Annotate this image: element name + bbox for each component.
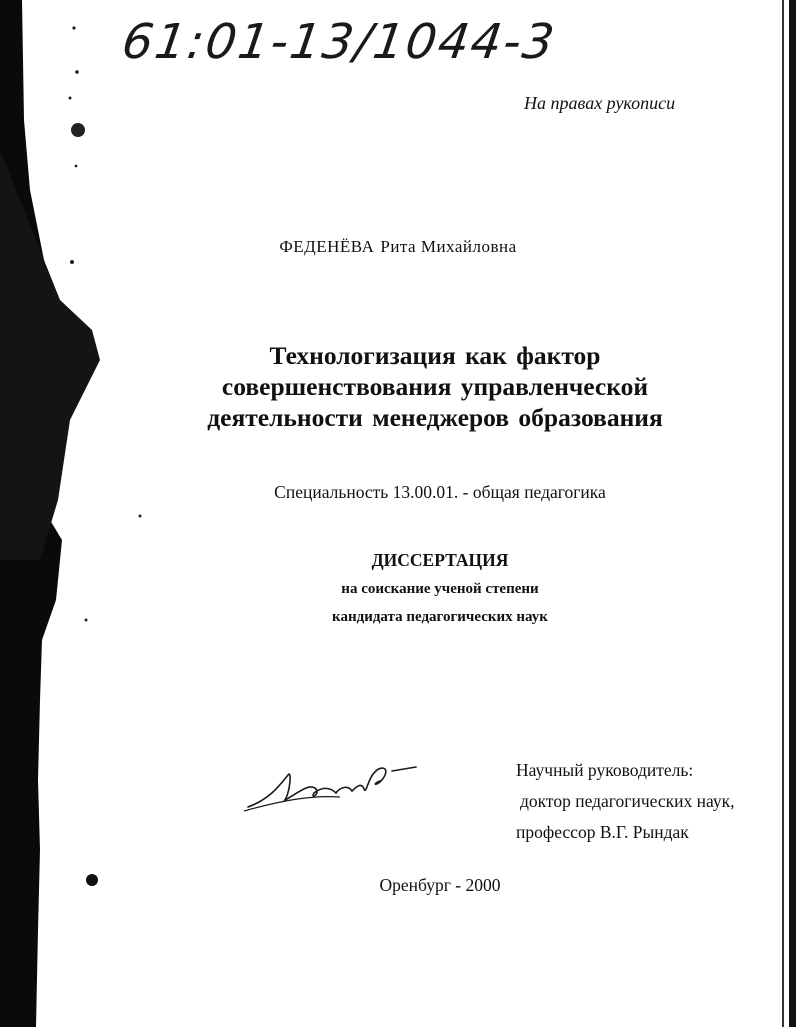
manuscript-rights-note: На правах рукописи	[524, 93, 676, 113]
scan-edge-right	[756, 0, 796, 1027]
archive-number-handwritten	[118, 4, 560, 74]
author-name	[0, 237, 796, 257]
city-year: Оренбург - 2000	[379, 875, 501, 895]
author-given-names: Рита Михайловна	[380, 237, 517, 256]
supervisor-heading: Научный руководитель:	[516, 760, 694, 780]
author-surname: ФЕДЕНЁВА	[279, 237, 375, 256]
specialty-line: Специальность 13.00.01. - общая педагогика	[274, 482, 606, 502]
title-line: совершенствования управленческой	[221, 372, 649, 401]
handwritten-signature	[240, 755, 440, 815]
dissertation-label: ДИССЕРТАЦИЯ	[371, 550, 509, 570]
degree-line: на соискание ученой степени	[341, 581, 539, 597]
title-line: Технологизация как фактор	[269, 341, 601, 370]
degree-line: кандидата педагогических наук	[332, 609, 548, 625]
scientific-supervisor	[516, 755, 786, 848]
dissertation-title	[130, 340, 740, 433]
svg-text:61:01-13/1044-3: 61:01-13/1044-3	[118, 14, 560, 70]
title-line: деятельности менеджеров образования	[207, 403, 663, 432]
scan-edge-left	[0, 0, 110, 1027]
supervisor-name: профессор В.Г. Рындак	[516, 822, 689, 842]
supervisor-degree: доктор педагогических наук,	[520, 791, 735, 811]
